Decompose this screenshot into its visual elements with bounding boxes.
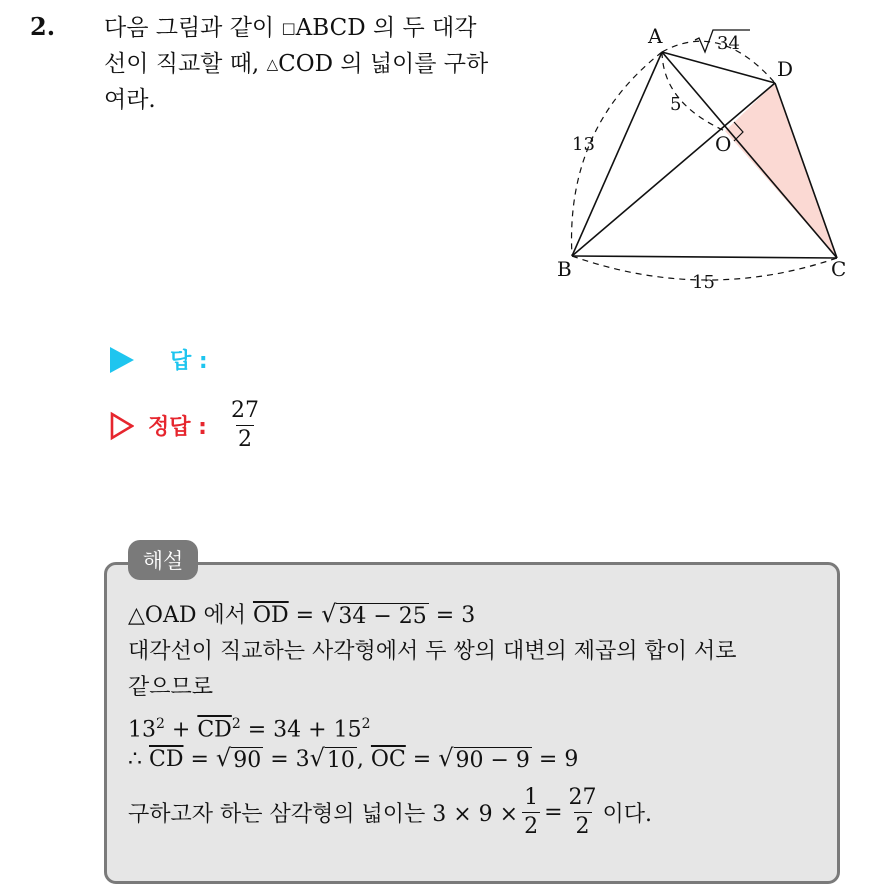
sol6-n1: 1 (524, 784, 539, 810)
quadrilateral-figure (545, 18, 865, 293)
sol4-eq: = 34 + 15 (240, 717, 362, 743)
sol6-n2: 27 (568, 784, 597, 810)
problem-line3: 여라. (104, 87, 156, 113)
problem-line2-b: COD 의 넓이를 구하 (278, 51, 489, 77)
correct-answer-label: 정답 : (148, 415, 207, 440)
side-bc (572, 256, 837, 258)
sol6-eq: = (544, 799, 563, 825)
sol5-eq2: = 3 (263, 747, 310, 772)
answer-label: 답 : (170, 349, 208, 374)
label-a: A (648, 24, 663, 48)
sol4-plus: + (164, 717, 198, 743)
sol6-end: 이다. (602, 801, 653, 827)
label-d: D (777, 57, 794, 81)
answer-row (110, 344, 208, 375)
solution-line-5 (128, 742, 838, 778)
sqrt-90: √ 90 (215, 744, 262, 773)
fraction-27-2 (567, 784, 599, 841)
sol5-eq3: = (405, 747, 439, 772)
segment-cd: $\overline{CD}$ (197, 717, 232, 743)
fraction-one-half (522, 784, 540, 841)
sol4-exp3: 2 (361, 716, 371, 732)
solution-line-1 (128, 598, 838, 634)
sqrt-34-25: √ 34 − 25 (321, 600, 427, 629)
correct-answer-row (110, 397, 265, 454)
segment-od: $\overline{OD}$ (252, 603, 289, 628)
label-b: B (557, 257, 572, 281)
shaded-triangle-cod (725, 83, 837, 258)
solution-line-4 (128, 706, 838, 742)
problem-line1: 다음 그림과 같이 (104, 15, 282, 41)
sol1-eq2: = 3 (428, 603, 476, 628)
sol5-rad1: 90 (233, 748, 262, 773)
diagonal-ac (662, 52, 837, 258)
segment-oc: $\overline{OC}$ (370, 747, 406, 772)
segment-cd-2: $\overline{CD}$ (149, 747, 184, 772)
side-da (662, 52, 775, 83)
sqrt-90-9: √ 90 − 9 (438, 744, 530, 773)
sol5-eq1: = (183, 747, 216, 772)
length-bc: 15 (692, 272, 715, 293)
label-c: C (831, 257, 847, 281)
sol6-d1: 2 (524, 813, 539, 839)
sol5-rad2: 10 (326, 748, 355, 773)
solution-line-3: 같으므로 (128, 675, 214, 700)
sol6-d2: 2 (575, 813, 590, 839)
sqrt-10: √ 10 (309, 744, 355, 773)
sol4-exp2: 2 (231, 716, 241, 732)
sol4-13: 13 (128, 717, 156, 743)
solution-line-6 (128, 780, 838, 844)
length-ad: 34 (717, 33, 740, 54)
sol5-comma: , (356, 747, 371, 772)
correct-answer-fraction (229, 397, 261, 454)
problem-line2: 선이 직교할 때, (104, 51, 267, 77)
sol1-eq1: = (288, 603, 322, 628)
correct-answer-numerator: 27 (230, 398, 259, 423)
square-symbol: □ (281, 19, 296, 37)
sol1-radicand: 34 − 25 (338, 604, 427, 629)
solution-line-2: 대각선이 직교하는 사각형에서 두 쌍의 대변의 제곱의 합이 서로 (128, 639, 737, 664)
length-ao: 5 (670, 94, 682, 115)
length-ab: 13 (572, 134, 595, 155)
problem-line1-b: ABCD 의 두 대각 (295, 15, 477, 41)
therefore-symbol: ∴ (128, 747, 149, 772)
sol1-text: △OAD 에서 (128, 603, 253, 628)
sol6-text: 구하고자 하는 삼각형의 넓이는 3 × 9 × (128, 801, 519, 827)
solution-tab: 해설 (128, 540, 198, 580)
solution-content (128, 598, 838, 844)
problem-text (104, 10, 534, 118)
sol4-exp1: 2 (156, 716, 165, 732)
correct-answer-denominator: 2 (237, 427, 252, 452)
sol5-rad3: 90 − 9 (455, 748, 530, 773)
sol5-eq4: = 9 (531, 747, 579, 772)
play-arrow-icon (110, 347, 134, 373)
triangle-symbol: △ (266, 55, 279, 73)
problem-number: 2. (30, 12, 56, 41)
label-o: O (715, 132, 732, 156)
hollow-arrow-icon (110, 411, 134, 441)
